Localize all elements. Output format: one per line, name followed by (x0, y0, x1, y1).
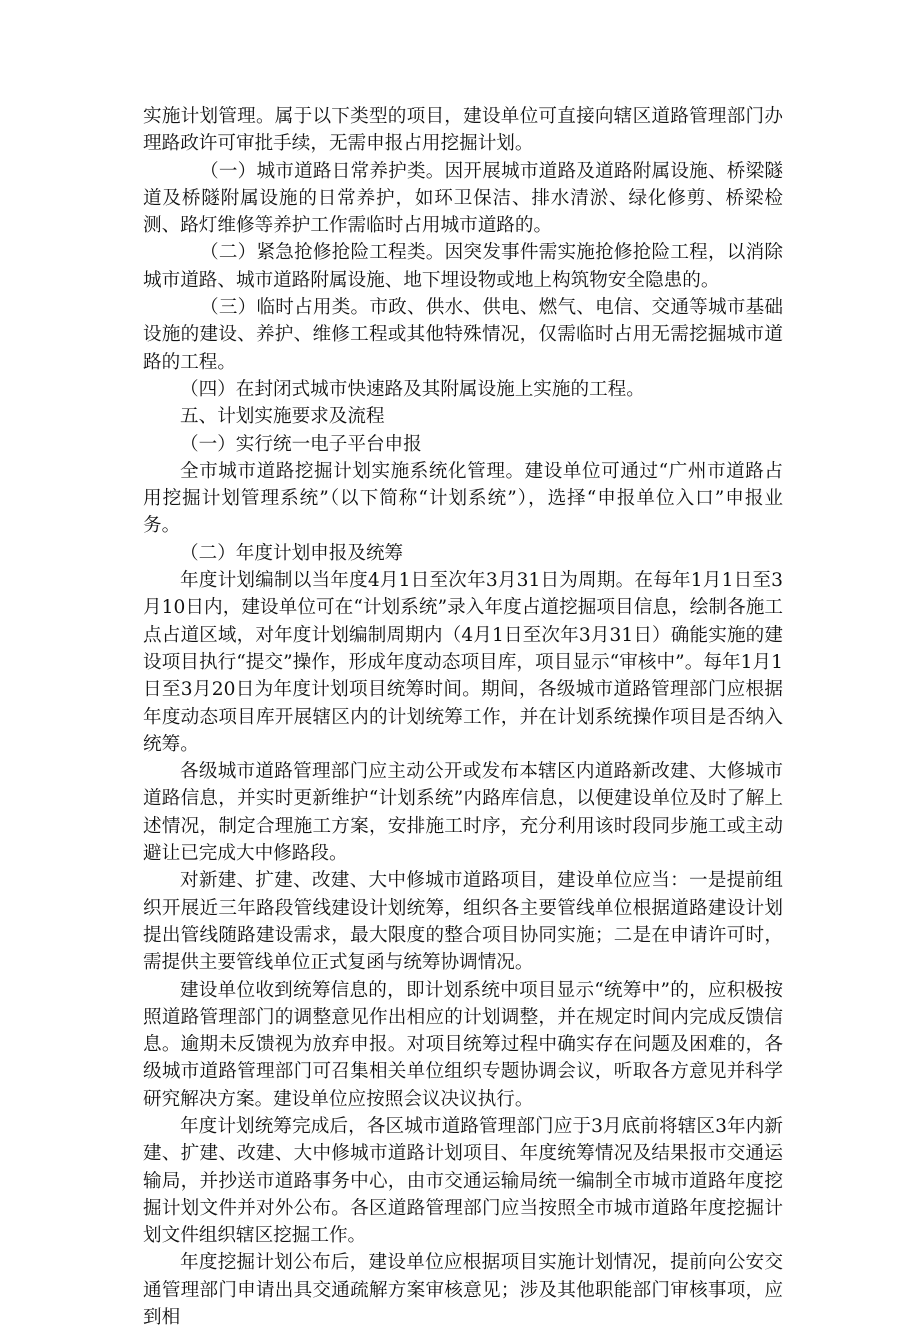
paragraph-platform: 全市城市道路挖掘计划实施系统化管理。建设单位可通过“广州市道路占用挖掘计划管理系统”（以下简称“计划系统”），选择“申报单位入口”申报业务。 (143, 460, 783, 537)
paragraph-item-3: （三）临时占用类。市政、供水、供电、燃气、电信、交通等城市基础设施的建设、养护、维修工程或其他特殊情况，仅需临时占用无需挖掘城市道路的工程。 (143, 297, 783, 373)
paragraph-item-1: （一）城市道路日常养护类。因开展城市道路及道路附属设施、桥梁隧道及桥隧附属设施的日常养护，如环卫保洁、排水清淤、绿化修剪、桥梁检测、路灯维修等养护工作需临时占用城市道路的。 (143, 160, 783, 237)
paragraph-item-2: （二）紧急抢修抢险工程类。因突发事件需实施抢修抢险工程，以消除城市道路、城市道路附属设施、地下埋设物或地上构筑物安全隐患的。 (143, 242, 783, 291)
section-heading-5: 五、计划实施要求及流程 (180, 406, 385, 428)
paragraph-new-roads: 对新建、扩建、改建、大中修城市道路项目，建设单位应当：一是提前组织开展近三年路段管线建设计划统筹，组织各主要管线单位根据道路建设计划提出管线随路建设需求，最大限度的整合项目协同实施；二是在申请许可时，需提供主要管线单位正式复函与统筹协调情况。 (143, 870, 783, 974)
paragraph-annual-plan: 年度计划编制以当年度4月1日至次年3月31日为周期。在每年1月1日至3月10日内，建设单位可在“计划系统”录入年度占道挖掘项目信息，绘制各施工点占道区域，对年度计划编制周期内（4月1日至次年3月31日）确能实施的建设项目执行“提交”操作，形成年度动态项目库，项目显示“审核中”。每年1月1日至3月20日为年度计划项目统筹时间。期间，各级城市道路管理部门应根据年度动态项目库开展辖区内的计划统筹工作，并在计划系统操作项目是否纳入统筹。 (143, 570, 783, 755)
subsection-heading-1: （一）实行统一电子平台申报 (180, 433, 422, 455)
paragraph-after-publication: 年度挖掘计划公布后，建设单位应根据项目实施计划情况，提前向公安交通管理部门申请出具交通疏解方案审核意见；涉及其他职能部门审核事项，应到相 (143, 1252, 783, 1329)
paragraph-publication: 年度计划统筹完成后，各区城市道路管理部门应于3月底前将辖区3年内新建、扩建、改建、大中修城市道路计划项目、年度统筹情况及结果报市交通运输局，并抄送市道路事务中心，由市交通运输局统一编制全市城市道路年度挖掘计划文件并对外公布。各区道路管理部门应当按照全市城市道路年度挖掘计划文件组织辖区挖掘工作。 (143, 1115, 783, 1247)
paragraph-item-4: （四）在封闭式城市快速路及其附属设施上实施的工程。 (180, 378, 645, 400)
paragraph-coordination: 建设单位收到统筹信息的，即计划系统中项目显示“统筹中”的，应积极按照道路管理部门的调整意见作出相应的计划调整，并在规定时间内完成反馈信息。逾期未反馈视为放弃申报。对项目统筹过程中确实存在问题及困难的，各级城市道路管理部门可召集相关单位组织专题协调会议，听取各方意见并科学研究解决方案。建设单位应按照会议决议执行。 (143, 979, 783, 1110)
subsection-heading-2: （二）年度计划申报及统筹 (180, 542, 404, 564)
document-body (143, 103, 783, 1331)
paragraph-road-info: 各级城市道路管理部门应主动公开或发布本辖区内道路新改建、大修城市道路信息，并实时更新维护“计划系统”内路库信息，以便建设单位及时了解上述情况，制定合理施工方案，安排施工时序，充分利用该时段同步施工或主动避让已完成大中修路段。 (143, 761, 783, 865)
paragraph-intro: 实施计划管理。属于以下类型的项目，建设单位可直接向辖区道路管理部门办理路政许可审批手续，无需申报占用挖掘计划。 (143, 106, 783, 155)
